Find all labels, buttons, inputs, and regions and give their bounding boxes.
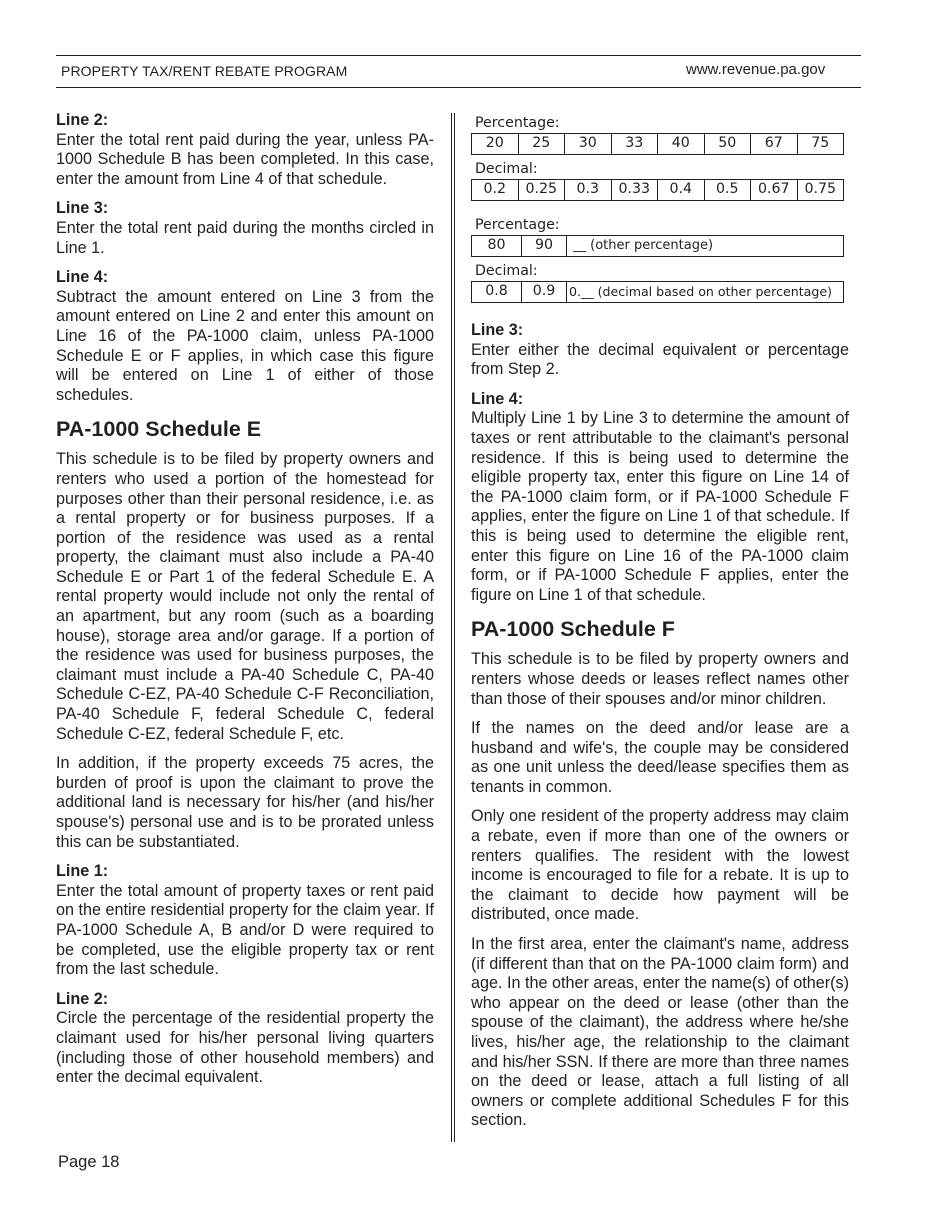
decimal-cell: 0.4 bbox=[658, 180, 705, 201]
percentage-cell[interactable]: 30 bbox=[565, 134, 612, 155]
table1-decimal-row bbox=[471, 179, 844, 201]
page-number: Page 18 bbox=[58, 1153, 120, 1171]
decimal-cell: 0.25 bbox=[518, 180, 565, 201]
line4-heading: Line 4: bbox=[56, 268, 109, 287]
schedule-f-paragraph-4: In the first area, enter the claimant's name, address (if different than that on the PA-1000 claim form) and age. In the other areas, enter the name(s) of other(s) who appear on the deed or lease (other than the spouse of the claimant), the address where he/she lives, his/her age, the relationship to the claimant and his/her SSN. If there are more than three names on the deed or lease, attach a full listing of all owners or complete additional Schedules F for this section. bbox=[471, 935, 849, 1130]
percentage-cell[interactable]: 40 bbox=[658, 134, 705, 155]
other-decimal-cell[interactable]: 0.__ (decimal based on other percentage) bbox=[567, 282, 844, 303]
program-title: PROPERTY TAX/RENT REBATE PROGRAM bbox=[61, 63, 348, 79]
right-line4-text: Multiply Line 1 by Line 3 to determine the amount of taxes or rent attributable to the claimant's personal residence. If this is being used to determine the eligible property tax, enter this figure on Line 14 of the PA-1000 claim form, or if PA-1000 Schedule F applies, enter the figure on Line 1 of that schedule. If this is being used to determine the eligible rent, enter this figure on Line 16 of the PA-1000 claim form, or if PA-1000 Schedule F applies, enter the figure on Line 1 of that schedule. bbox=[471, 409, 849, 604]
percentage-cell[interactable]: 80 bbox=[472, 236, 522, 257]
schedule-e-paragraph-1: This schedule is to be filed by property owners and renters who used a portion of the homestead for purposes other than their personal residence, i.e. as a rental property or for business purposes. If a portion of the residence was used as a rental property, the claimant must also include a PA-40 Schedule E or Part 1 of the federal Schedule E. A rental property would include not only the rental of an apartment, but any room (such as a boarding house), storage area and/or garage. If a portion of the residence was used for business purposes, the claimant must include a PA-40 Schedule C, PA-40 Schedule C-EZ, PA-40 Schedule C-F Reconciliation, PA-40 Schedule F, federal Schedule C, federal Schedule C-EZ, federal Schedule F, etc. bbox=[56, 450, 434, 743]
line3-text: Enter the total rent paid during the months circled in Line 1. bbox=[56, 218, 434, 257]
decimal-cell: 0.33 bbox=[611, 180, 658, 201]
decimal-cell: 0.5 bbox=[704, 180, 751, 201]
line2-section bbox=[56, 111, 434, 189]
percentage-cell[interactable]: 90 bbox=[522, 236, 567, 257]
decimal-cell: 0.3 bbox=[565, 180, 612, 201]
header-bottom-rule bbox=[56, 87, 861, 88]
schedule-e-paragraph-2: In addition, if the property exceeds 75 acres, the burden of proof is upon the claimant to prove the additional land is necessary for his/her (and his/her spouse's) personal use and is to be prorated unless this can be substantiated. bbox=[56, 754, 434, 851]
decimal-cell: 0.9 bbox=[522, 282, 567, 303]
right-line3-section bbox=[471, 321, 849, 380]
decimal-cell: 0.8 bbox=[472, 282, 522, 303]
line2-text: Enter the total rent paid during the year, unless PA-1000 Schedule B has been completed. In this case, enter the amount from Line 4 of that schedule. bbox=[56, 130, 434, 188]
table2-percentage-label: Percentage: bbox=[475, 217, 560, 233]
schedule-e-line2-section bbox=[56, 990, 434, 1088]
left-column bbox=[56, 111, 434, 1098]
header-top-rule bbox=[56, 55, 861, 56]
website-url: www.revenue.pa.gov bbox=[686, 61, 826, 78]
line3-heading: Line 3: bbox=[56, 199, 109, 218]
percentage-cell[interactable]: 67 bbox=[751, 134, 798, 155]
schedule-e-line1-section bbox=[56, 862, 434, 980]
percentage-cell[interactable]: 75 bbox=[797, 134, 844, 155]
decimal-cell: 0.2 bbox=[472, 180, 519, 201]
schedule-f-title: PA-1000 Schedule F bbox=[471, 617, 675, 642]
right-line4-section bbox=[471, 390, 849, 606]
table2-decimal-row bbox=[471, 281, 844, 303]
right-line3-heading: Line 3: bbox=[471, 321, 524, 339]
decimal-cell: 0.67 bbox=[751, 180, 798, 201]
line2-heading: Line 2: bbox=[56, 111, 109, 129]
schedule-e-line2-heading: Line 2: bbox=[56, 989, 109, 1008]
schedule-f-paragraph-2: If the names on the deed and/or lease are a husband and wife's, the couple may be considered as one unit unless the deed/lease specifies them as tenants in common. bbox=[471, 719, 849, 796]
schedule-f-paragraph-1: This schedule is to be filed by property owners and renters whose deeds or leases reflect names other than those of their spouses and/or minor children. bbox=[471, 650, 849, 708]
schedule-e-title: PA-1000 Schedule E bbox=[56, 417, 262, 442]
schedule-e-line1-heading: Line 1: bbox=[56, 862, 109, 881]
schedule-e-line1-text: Enter the total amount of property taxes or rent paid on the entire residential property for the claim year. If PA-1000 Schedule A, B and/or D were required to be completed, use the eligible property tax or rent from the last schedule. bbox=[56, 881, 434, 979]
table2-percentage-row bbox=[471, 235, 844, 257]
table1-decimal-label: Decimal: bbox=[475, 161, 538, 177]
percentage-cell[interactable]: 33 bbox=[611, 134, 658, 155]
percentage-cell[interactable]: 25 bbox=[518, 134, 565, 155]
table1-percentage-row bbox=[471, 133, 844, 155]
line4-text: Subtract the amount entered on Line 3 from the amount entered on Line 2 and enter this amount on Line 16 of the PA-1000 claim, unless PA-1000 Schedule E or F applies, in which case this figure will be entered on Line 1 of either of those schedules. bbox=[56, 287, 434, 404]
right-line4-heading: Line 4: bbox=[471, 389, 524, 408]
column-separator bbox=[451, 113, 455, 1142]
line3-section bbox=[56, 199, 434, 258]
other-percentage-cell[interactable]: __ (other percentage) bbox=[567, 236, 844, 257]
right-column bbox=[471, 113, 849, 1141]
line4-section bbox=[56, 268, 434, 405]
table2-decimal-label: Decimal: bbox=[475, 263, 538, 279]
percentage-cell[interactable]: 20 bbox=[472, 134, 519, 155]
table1-percentage-label: Percentage: bbox=[475, 115, 560, 131]
schedule-e-line2-text: Circle the percentage of the residential property the claimant used for his/her personal living quarters (including those of other household members) and enter the decimal equivalent. bbox=[56, 1009, 434, 1087]
decimal-cell: 0.75 bbox=[797, 180, 844, 201]
schedule-f-paragraph-3: Only one resident of the property address may claim a rebate, even if more than one of the owners or renters qualifies. The resident with the lowest income is encouraged to file for a rebate. It is up to the claimant to decide how payment will be distributed, once made. bbox=[471, 807, 849, 924]
percentage-cell[interactable]: 50 bbox=[704, 134, 751, 155]
right-line3-text: Enter either the decimal equivalent or percentage from Step 2. bbox=[471, 340, 849, 379]
